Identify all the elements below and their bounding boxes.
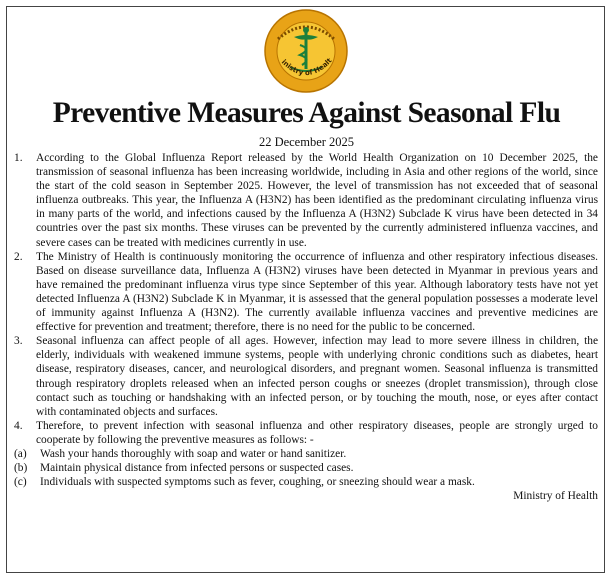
seal-emblem-icon [264, 9, 348, 93]
paragraph-3 [14, 334, 598, 419]
measure-text: Maintain physical distance from infected persons or suspected cases. [40, 462, 354, 475]
measure-label: (b) [14, 462, 28, 475]
paragraph-number: 4. [14, 419, 23, 432]
paragraph-number: 2. [14, 250, 23, 263]
paragraph-2 [14, 250, 598, 335]
measure-a [14, 447, 598, 461]
measure-text: Individuals with suspected symptoms such as fever, coughing, or sneezing should wear a mask. [40, 476, 475, 489]
page-title: Preventive Measures Against Seasonal Flu [52, 97, 561, 129]
measure-text: Wash your hands thoroughly with soap and water or hand sanitizer. [40, 447, 347, 460]
paragraph-text: The Ministry of Health is continuously monitoring the occurrence of influenza and other respiratory infectious diseases. Based on disease surveillance data, Influenza A (H3N2) viruses have been detected in Myanmar in previous years and have remained the predominant influenza virus type since September of this year. Although laboratory tests have not yet detected Influenza A (H3N2) Subclade K in Myanmar, it is assessed that the general population possesses a moderate level of immunity against Influenza A (H3N2). The currently available influenza vaccines and preventive medicines are effective for prevention and treatment; therefore, there is no need for the public to be concerned. [36, 250, 598, 334]
notice-date: 22 December 2025 [258, 135, 355, 149]
measure-label: (c) [14, 476, 27, 489]
measure-label: (a) [14, 447, 27, 460]
measure-c [14, 475, 598, 489]
paragraph-text: According to the Global Influenza Report released by the World Health Organization on 10 December 2025, the transmission of seasonal influenza has been increasing worldwide, including in Asia and other regions of the world, since the start of the cold season in September 2025. However, the level of transmission has not exceeded that of seasonal influenza outbreaks. This year, the Influenza A (H3N2) has been identified as the predominant circulating influenza virus in many parts of the world, and infections caused by the Influenza A (H3N2) Subclade K virus have been detected in 34 countries over the past six months. These viruses can be prevented by the currently administered influenza vaccines, and severe cases can be treated with medicines currently in use. [36, 152, 598, 249]
paragraph-4 [14, 419, 598, 447]
signoff: Ministry of Health [513, 490, 598, 503]
measure-b [14, 461, 598, 475]
paragraph-1 [14, 151, 598, 250]
svg-text:Ministry of Health: inistry of Healt [279, 56, 334, 78]
notice-body [14, 151, 598, 503]
paragraph-text: Seasonal influenza can affect people of all ages. However, infection may lead to more severe illness in children, the elderly, individuals with weakened immune systems, people with underlying chronic conditions such as diabetes, heart disease, respiratory diseases, cancer, and neurological disorders, and pregnant women. Seasonal influenza is transmitted through respiratory droplets released when an infected person coughs or sneezes (droplet transmission), through close contact such as touching or handshaking with an infected person, or by touching the mouth, nose, or eyes after contact with contaminated objects and surfaces. [36, 335, 598, 418]
paragraph-number: 3. [14, 335, 23, 348]
paragraph-text: Therefore, to prevent infection with seasonal influenza and other respiratory diseases, people are strongly urged to cooperate by following the preventive measures as follows: - [36, 419, 598, 446]
paragraph-number: 1. [14, 152, 23, 164]
ministry-seal-logo [264, 9, 348, 93]
